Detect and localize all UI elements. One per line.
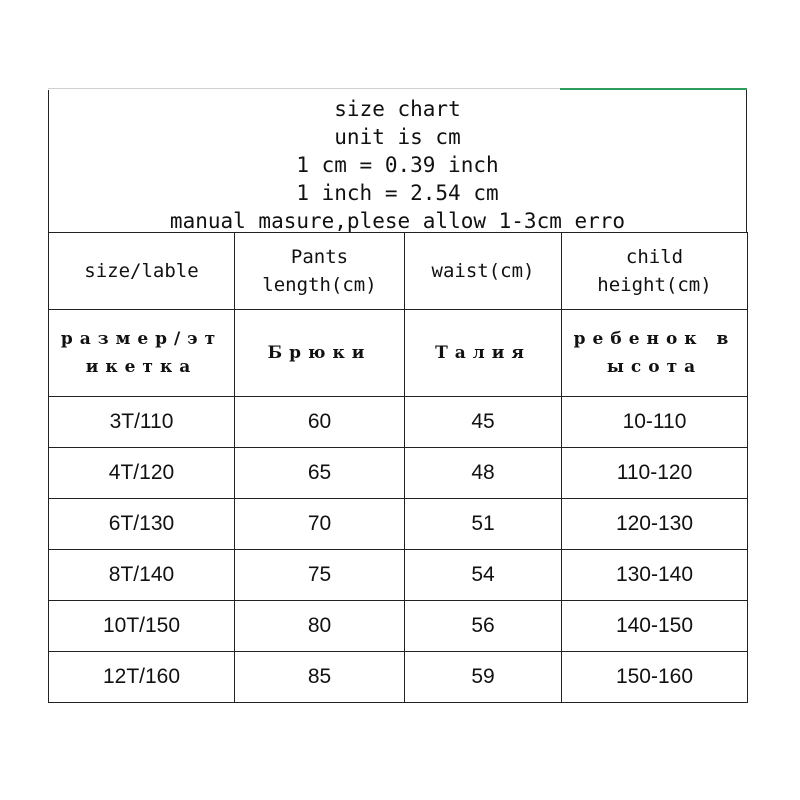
header-row-russian: [49, 310, 748, 397]
height-cell: 10-110: [562, 397, 748, 448]
height-cell: 150-160: [562, 652, 748, 703]
header-ru-child: ребенок высота: [562, 310, 748, 397]
waist-cell: 56: [405, 601, 562, 652]
title-line-2: unit is cm: [334, 125, 461, 149]
pants-cell: 75: [235, 550, 405, 601]
waist-cell: 51: [405, 499, 562, 550]
size-cell: 3T/110: [49, 397, 235, 448]
size-cell: 12T/160: [49, 652, 235, 703]
header-size-label: [49, 233, 235, 310]
pants-cell: 85: [235, 652, 405, 703]
title-line-4: 1 inch = 2.54 cm: [296, 181, 499, 205]
height-cell: 130-140: [562, 550, 748, 601]
height-cell: 120-130: [562, 499, 748, 550]
header-ru-pants: Брюки: [235, 310, 405, 397]
size-chart-sheet: [48, 88, 747, 705]
size-cell: 6T/130: [49, 499, 235, 550]
header-pants-length: [235, 233, 405, 310]
table-row: [49, 601, 748, 652]
height-cell: 110-120: [562, 448, 748, 499]
header-ru-waist: Талия: [405, 310, 562, 397]
title-line-3: 1 cm = 0.39 inch: [296, 153, 499, 177]
header-waist-text: waist(cm): [431, 260, 535, 282]
pants-cell: 60: [235, 397, 405, 448]
header-child-line-1: child: [625, 246, 684, 268]
size-cell: 8T/140: [49, 550, 235, 601]
size-table: [48, 232, 748, 703]
size-chart-title-block: [48, 90, 747, 232]
waist-cell: 45: [405, 397, 562, 448]
waist-cell: 48: [405, 448, 562, 499]
pants-cell: 80: [235, 601, 405, 652]
header-pants-line-2: length(cm): [262, 274, 377, 296]
waist-cell: 59: [405, 652, 562, 703]
header-waist: [405, 233, 562, 310]
header-pants-line-1: Pants: [290, 246, 349, 268]
table-row: [49, 448, 748, 499]
title-line-5: manual masure,plese allow 1-3cm erro: [169, 209, 626, 233]
header-ru-size-label: размер/этикетка: [49, 310, 235, 397]
size-cell: 10T/150: [49, 601, 235, 652]
table-row: [49, 652, 748, 703]
header-child-height: [562, 233, 748, 310]
header-row: [49, 233, 748, 310]
waist-cell: 54: [405, 550, 562, 601]
pants-cell: 65: [235, 448, 405, 499]
table-row: [49, 499, 748, 550]
table-row: [49, 397, 748, 448]
table-row: [49, 550, 748, 601]
title-line-1: size chart: [334, 97, 461, 121]
pants-cell: 70: [235, 499, 405, 550]
header-child-line-2: height(cm): [597, 274, 712, 296]
header-size-label-text: size/lable: [84, 260, 199, 282]
size-cell: 4T/120: [49, 448, 235, 499]
height-cell: 140-150: [562, 601, 748, 652]
